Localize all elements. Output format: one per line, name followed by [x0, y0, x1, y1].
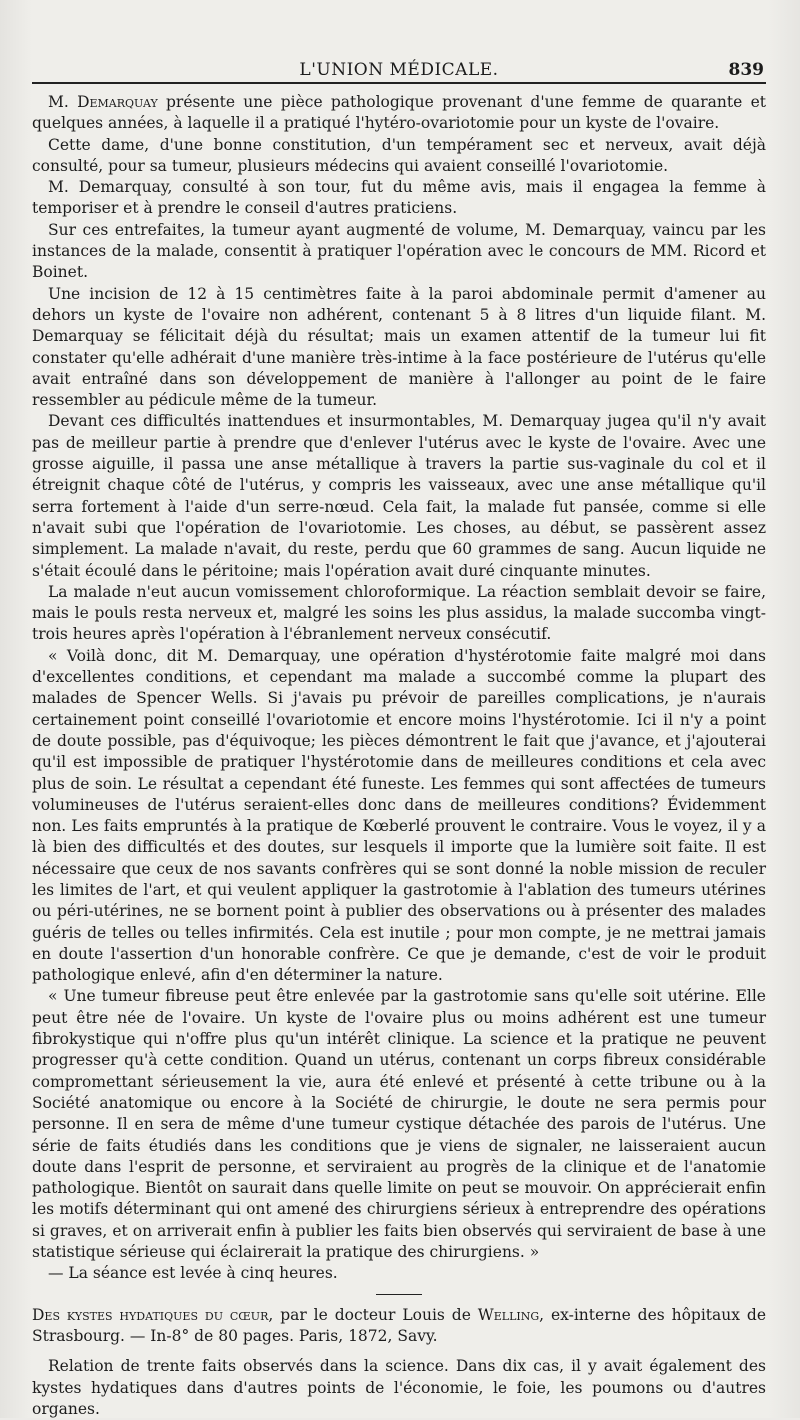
- review-title: [32, 1305, 766, 1348]
- page-header: [32, 52, 766, 84]
- paragraph-prefix: M.: [48, 93, 78, 111]
- paragraph-text: présente une pièce pathologique provenant d'une femme de quarante et quelques années, à laquelle il a pratiqué l'hytéro-ovariotomie pour un kyste de l'ovaire.: [32, 93, 766, 133]
- running-title: L'UNION MÉDICALE.: [299, 60, 499, 80]
- paragraph: — La séance est levée à cinq heures.: [48, 1264, 338, 1283]
- paragraph: Devant ces difficultés inattendues et insurmontables, M. Demarquay jugea qu'il n'y avait pas de meilleur partie à prendre que d'enlever l'utérus avec le kyste de l'ovaire. Avec une grosse aiguille, il passa une anse métallique à travers la partie sus-vaginale du col et il étreignit chaque côté de l'utérus, y compris les vaisseaux, avec une anse métallique qu'il serra fortement à l'aide d'un serre-nœud. Cela fait, la malade fut pansée, comme si elle n'avait subi que l'opération de l'ovariotomie. Les choses, au début, se passèrent assez simplement. La malade n'avait, du reste, perdu que 60 grammes de sang. Aucun liquide ne s'était écoulé dans le péritoine; mais l'opération avait duré cinquante minutes.: [32, 412, 766, 580]
- paragraph: « Une tumeur fibreuse peut être enlevée par la gastrotomie sans qu'elle soit utérine. Elle peut être née de l'ovaire. Un kyste de l'ovaire plus ou moins adhérent est une tumeur fibrokystique qui n'offre plus qu'un intérêt clinique. La science et la pratique ne peuvent progresser qu'à cette condition. Quand un utérus, contenant un corps fibreux considérable compromettant sérieusement la vie, aura été enlevé et présenté à cette tribune ou à la Société anatomique ou encore à la Société de chirurgie, le doute ne sera permis pour personne. Il en sera de même d'une tumeur cystique détachée des parois de l'utérus. Une série de faits étudiés dans les conditions que je viens de signaler, ne laisseraient aucun doute dans l'esprit de personne, et serviraient au progrès de la clinique et de l'anatomie pathologique. Bientôt on saurait dans quelle limite on peut se mouvoir. On apprécierait enfin les motifs déterminant qui ont amené des chirurgiens sérieux à entreprendre des opérations si graves, et on arriverait enfin à publier les faits bien observés qui serviraient de base à une statistique sérieuse qui éclairerait la pratique des chirurgiens. »: [32, 987, 766, 1262]
- paragraph: Sur ces entrefaites, la tumeur ayant augmenté de volume, M. Demarquay, vaincu par les instances de la malade, consentit à pratiquer l'opération avec le concours de MM. Ricord et Boinet.: [32, 220, 766, 282]
- paragraph: La malade n'eut aucun vomissement chloroformique. La réaction semblait devoir se faire, mais le pouls resta nerveux et, malgré les soins les plus assidus, la malade succomba vingt-trois heures après l'opération à l'ébranlement nerveux consécutif.: [32, 582, 766, 644]
- review-author: Welling,: [477, 1305, 545, 1324]
- review-body: Relation de trente faits observés dans la science. Dans dix cas, il y avait également des kystes hydatiques dans d'autres points de l'économie, le foie, les poumons ou d'autres organes.: [32, 1357, 766, 1418]
- surgeon-name: Demarquay: [77, 93, 158, 111]
- review-title-text: par le docteur Louis de: [273, 1305, 478, 1324]
- paragraph: M. Demarquay, consulté à son tour, fut du même avis, mais il engagea la femme à temporiser et à prendre le conseil d'autres praticiens.: [32, 178, 766, 218]
- article-body: [32, 92, 766, 1420]
- section-divider: [376, 1294, 422, 1295]
- paragraph: Une incision de 12 à 15 centimètres faite à la paroi abdominale permit d'amener au dehors un kyste de l'ovaire non adhérent, contenant 5 à 8 litres d'un liquide filant. M. Demarquay se félicitait déjà du résultat; mais un examen attentif de la tumeur lui fit constater qu'elle adhérait d'une manière très-intime à la face postérieure de l'utérus qu'elle avait entraîné dans son développement de manière à l'allonger au point de le faire ressembler au pédicule même de la tumeur.: [32, 284, 766, 410]
- book-review: [32, 1305, 766, 1420]
- paragraph: Cette dame, d'une bonne constitution, d'un tempérament sec et nerveux, avait déjà consulté, pour sa tumeur, plusieurs médecins qui avaient conseillé l'ovariotomie.: [32, 135, 766, 175]
- paragraph: « Voilà donc, dit M. Demarquay, une opération d'hystérotomie faite malgré moi dans d'excellentes conditions, et cependant ma malade a succombé comme la plupart des malades de Spencer Wells. Si j'avais pu prévoir de pareilles complications, je n'aurais certainement point conseillé l'ovariotomie et encore moins l'hystérotomie. Ici il n'y a point de doute possible, pas d'équivoque; les pièces démontrent le fait que j'avance, et j'ajouterai qu'il est impossible de pratiquer l'hystérotomie dans de meilleures conditions et cela avec plus de soin. Le résultat a cependant été funeste. Les femmes qui sont affectées de tumeurs volumineuses de l'utérus seraient-elles donc dans de meilleures conditions? Évidemment non. Les faits empruntés à la pratique de Kœberlé prouvent le contraire. Vous le voyez, il y a là bien des difficultés et des doutes, sur lesquels il importe que la lumière soit faite. Il est nécessaire que ceux de nos savants confrères qui se sont donné la noble mission de reculer les limites de l'art, et qui veulent appliquer la gastrotomie à l'ablation des tumeurs utérines ou péri-utérines, ne se bornent point à publier des observations ou à présenter des malades guéris de telles ou telles infirmités. Cela est inutile ; pour mon compte, je ne mettrai jamais en doute l'assertion d'un honorable confrère. Ce que je demande, c'est de voir le produit pathologique enlevé, afin d'en déterminer la nature.: [32, 646, 766, 985]
- review-publication-info: ex-interne des hôpitaux de Strasbourg. — In-8° de 80 pages. Paris, 1872, Savy.: [32, 1305, 767, 1345]
- page-number: 839: [728, 60, 764, 80]
- review-book-title: Des kystes hydatiques du cœur,: [32, 1305, 274, 1324]
- paragraph: [32, 92, 766, 135]
